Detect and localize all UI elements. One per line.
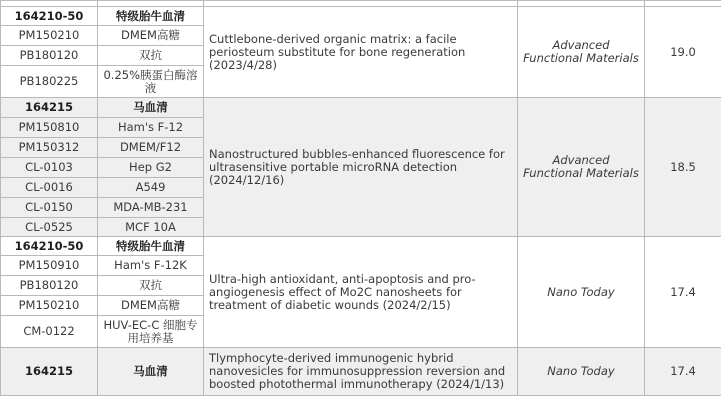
catalog-number: PB180120 [1, 46, 98, 66]
product-name: 双抗 [98, 276, 204, 296]
publication-group [1, 348, 721, 396]
product-name: A549 [98, 178, 204, 198]
product-name: 0.25%胰蛋白酶溶液 [98, 66, 204, 98]
product-name: Ham's F-12 [98, 118, 204, 138]
impact-factor: 19.0 [645, 7, 721, 98]
paper-title: Ultra-high antioxidant, anti-apoptosis and pro-angiogenesis effect of Mo2C nanosheets for treatment of diabetic wounds (2024/2/15) [204, 237, 518, 348]
product-name: Ham's F-12K [98, 256, 204, 276]
product-name: DMEM高糖 [98, 296, 204, 316]
catalog-number: 164215 [1, 348, 98, 396]
product-name: DMEM高糖 [98, 26, 204, 46]
journal-name: Nano Today [518, 348, 645, 396]
product-name: 双抗 [98, 46, 204, 66]
publication-group [1, 237, 721, 348]
catalog-number: PB180120 [1, 276, 98, 296]
product-name: MDA-MB-231 [98, 198, 204, 218]
impact-factor: 18.5 [645, 98, 721, 237]
product-name: 特级胎牛血清 [98, 237, 204, 256]
table-row [1, 348, 721, 396]
catalog-number: PM150210 [1, 296, 98, 316]
catalog-number: PM150810 [1, 118, 98, 138]
journal-name: Nano Today [518, 237, 645, 348]
catalog-number: 164210-50 [1, 7, 98, 26]
catalog-number: PM150910 [1, 256, 98, 276]
catalog-number: CL-0016 [1, 178, 98, 198]
catalog-number: CM-0122 [1, 316, 98, 348]
catalog-number: CL-0525 [1, 218, 98, 237]
impact-factor: 17.4 [645, 237, 721, 348]
table-row [1, 7, 721, 26]
impact-factor: 17.4 [645, 348, 721, 396]
catalog-number: PM150210 [1, 26, 98, 46]
product-name: 马血清 [98, 98, 204, 118]
catalog-number: 164210-50 [1, 237, 98, 256]
catalog-number: CL-0150 [1, 198, 98, 218]
paper-title: Nanostructured bubbles-enhanced fluorescence for ultrasensitive portable microRNA detection (2024/12/16) [204, 98, 518, 237]
publication-group [1, 98, 721, 237]
catalog-number: PM150312 [1, 138, 98, 158]
product-name: Hep G2 [98, 158, 204, 178]
table-row [1, 98, 721, 118]
product-name: DMEM/F12 [98, 138, 204, 158]
paper-title: Tlymphocyte-derived immunogenic hybrid nanovesicles for immunosuppression reversion and boosted photothermal immunotherapy (2024/1/13) [204, 348, 518, 396]
catalog-number: PB180225 [1, 66, 98, 98]
table-row [1, 237, 721, 256]
paper-title: Cuttlebone-derived organic matrix: a facile periosteum substitute for bone regeneration (2023/4/28) [204, 7, 518, 98]
catalog-number: 164215 [1, 98, 98, 118]
journal-name: Advanced Functional Materials [518, 98, 645, 237]
product-name: 马血清 [98, 348, 204, 396]
product-name: HUV-EC-C 细胞专用培养基 [98, 316, 204, 348]
journal-name: Advanced Functional Materials [518, 7, 645, 98]
product-name: 特级胎牛血清 [98, 7, 204, 26]
publication-group [1, 1, 721, 98]
catalog-number: CL-0103 [1, 158, 98, 178]
product-name: MCF 10A [98, 218, 204, 237]
